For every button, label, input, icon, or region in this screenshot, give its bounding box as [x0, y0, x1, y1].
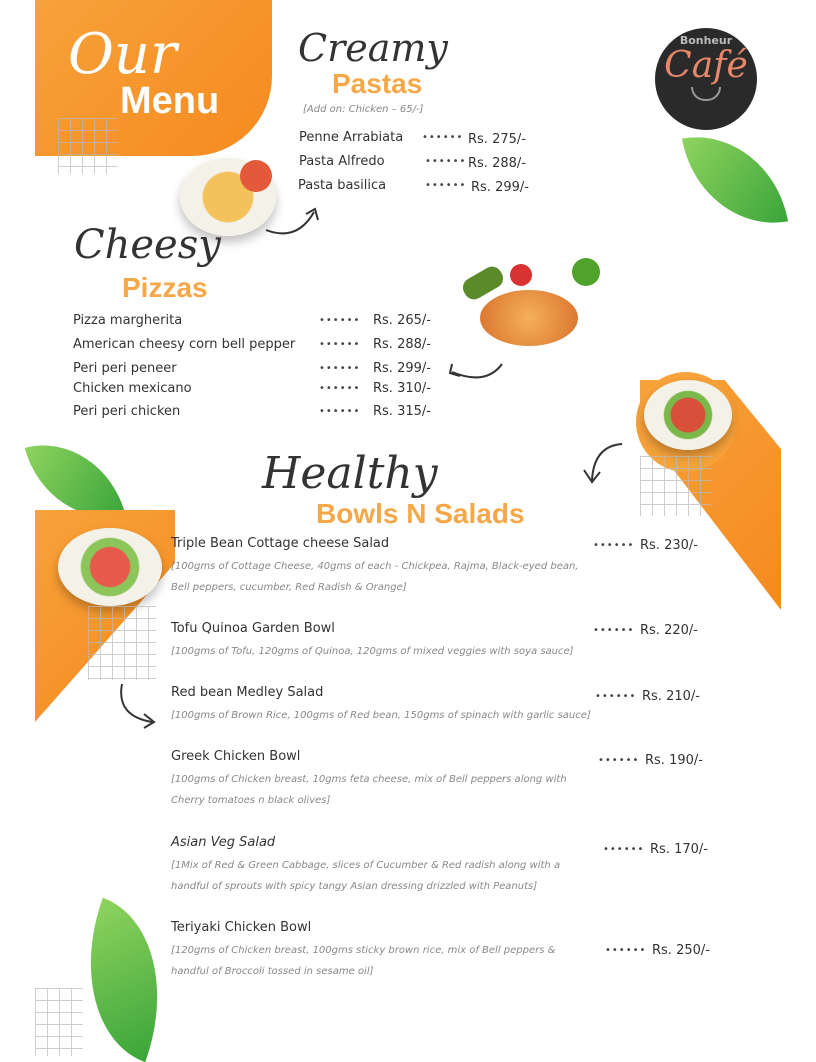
dot-leader: ••••••	[319, 363, 361, 374]
menu-item-price: Rs. 250/-	[652, 943, 710, 958]
dot-leader: ••••••	[605, 945, 647, 956]
grid-decoration	[640, 456, 712, 516]
menu-item-price: Rs. 210/-	[642, 689, 700, 704]
dot-leader: ••••••	[595, 691, 637, 702]
menu-item-price: Rs. 288/-	[468, 156, 526, 171]
menu-item-description: [100gms of Chicken breast, 10gms feta cheese, mix of Bell peppers along with Cherry tomatoes n black olives]	[171, 774, 567, 806]
logo-top-text: Bonheur	[679, 34, 733, 47]
menu-item-price: Rs. 288/-	[373, 337, 431, 352]
header-script: Our	[68, 22, 177, 87]
dot-leader: ••••••	[593, 540, 635, 551]
cafe-logo	[655, 28, 757, 130]
dot-leader: ••••••	[603, 844, 645, 855]
menu-item-description: [1Mix of Red & Green Cabbage, slices of Cucumber & Red radish along with a handful of sprouts with spicy tangy Asian dressing drizzled with Peanuts]	[171, 860, 561, 892]
dot-leader: ••••••	[425, 156, 467, 167]
pepper-image	[510, 264, 532, 286]
menu-item-name: Chicken mexicano	[73, 381, 192, 396]
grid-decoration	[35, 988, 83, 1056]
dot-leader: ••••••	[425, 180, 467, 191]
menu-item-name: American cheesy corn bell pepper	[73, 337, 296, 352]
pastas-script: Creamy	[298, 26, 448, 70]
bowls-script: Healthy	[262, 448, 438, 499]
menu-item-name: Greek Chicken Bowl	[171, 749, 301, 764]
menu-item-price: Rs. 299/-	[471, 180, 529, 195]
menu-item-price: Rs. 220/-	[640, 623, 698, 638]
menu-item-description: [100gms of Tofu, 120gms of Quinoa, 120gms of mixed veggies with soya sauce]	[171, 646, 574, 657]
menu-item-price: Rs. 265/-	[373, 313, 431, 328]
dot-leader: ••••••	[593, 625, 635, 636]
menu-item-price: Rs. 190/-	[645, 753, 703, 768]
pastas-heading: Pastas	[332, 68, 423, 99]
pizza-image	[480, 290, 578, 346]
arrow-icon	[262, 200, 324, 240]
salad-bowl-image	[58, 528, 162, 606]
dot-leader: ••••••	[319, 406, 361, 417]
dot-leader: ••••••	[319, 339, 361, 350]
grid-decoration	[58, 118, 118, 174]
arrow-icon	[446, 360, 508, 386]
leaf-image	[682, 123, 788, 237]
menu-item-price: Rs. 315/-	[373, 404, 431, 419]
cup-icon	[691, 87, 721, 101]
menu-item-name: Peri peri peneer	[73, 361, 177, 376]
pepper-image	[572, 258, 600, 286]
pastas-addon: [Add on: Chicken – 65/-]	[303, 104, 424, 115]
menu-item-name: Pizza margherita	[73, 313, 183, 328]
dot-leader: ••••••	[422, 132, 464, 143]
arrow-icon	[576, 440, 626, 486]
pizzas-script: Cheesy	[74, 222, 221, 268]
menu-item-name: Pasta Alfredo	[299, 154, 385, 169]
menu-item-name: Penne Arrabiata	[299, 130, 404, 145]
menu-item-price: Rs. 170/-	[650, 842, 708, 857]
menu-item-description: [120gms of Chicken breast, 100gms sticky brown rice, mix of Bell peppers & handful of Broccoli tossed in sesame oil]	[171, 945, 556, 977]
salad-bowl-image	[644, 380, 732, 450]
menu-item-price: Rs. 275/-	[468, 132, 526, 147]
page-title: Menu	[120, 80, 220, 122]
bowls-heading: Bowls N Salads	[316, 498, 525, 529]
pizzas-heading: Pizzas	[122, 272, 208, 303]
tomato-image	[240, 160, 272, 192]
menu-item-description: [100gms of Cottage Cheese, 40gms of each - Chickpea, Rajma, Black-eyed bean, Bell peppers, cucumber, Red Radish & Orange]	[171, 561, 579, 593]
menu-item-name: Teriyaki Chicken Bowl	[171, 920, 312, 935]
menu-item-price: Rs. 230/-	[640, 538, 698, 553]
menu-item-name: Red bean Medley Salad	[171, 685, 324, 700]
dot-leader: ••••••	[598, 755, 640, 766]
menu-item-name: Pasta basilica	[298, 178, 387, 193]
arrow-icon	[112, 680, 160, 730]
menu-item-name: Asian Veg Salad	[171, 835, 276, 850]
grid-decoration	[88, 606, 156, 680]
menu-item-price: Rs. 310/-	[373, 381, 431, 396]
dot-leader: ••••••	[319, 315, 361, 326]
dot-leader: ••••••	[319, 383, 361, 394]
menu-item-name: Peri peri chicken	[73, 404, 181, 419]
logo-main-text: Café	[664, 45, 748, 86]
menu-item-price: Rs. 299/-	[373, 361, 431, 376]
menu-item-name: Tofu Quinoa Garden Bowl	[171, 621, 335, 636]
menu-item-name: Triple Bean Cottage cheese Salad	[171, 536, 390, 551]
menu-item-description: [100gms of Brown Rice, 100gms of Red bean, 150gms of spinach with garlic sauce]	[171, 710, 591, 721]
